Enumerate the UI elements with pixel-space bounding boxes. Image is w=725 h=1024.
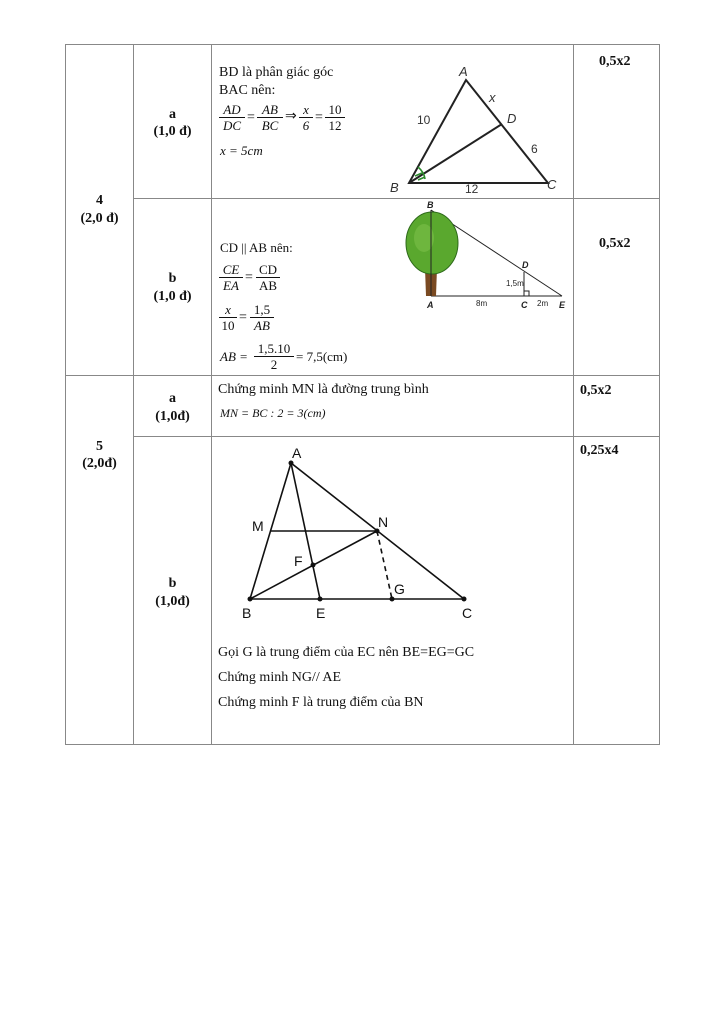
q4a-vertex-b: B (390, 180, 399, 195)
q4b-fraction-ce-ea: $\frac{CE}{EA}$ (219, 262, 243, 293)
q4b-equals-2: = (239, 310, 247, 325)
q5a-label: a (169, 391, 176, 406)
q4b-tree-figure (398, 198, 573, 313)
q5b-point-m: M (252, 518, 264, 534)
q4b-fraction-15-ab: $\frac{1,5}{AB}$ (250, 302, 274, 333)
q4b-line1: CD || AB nên: (220, 240, 293, 255)
q4b-score: 0,5x2 (599, 236, 631, 251)
q4-label: 4 (96, 193, 103, 208)
q4b-ab-lhs: AB = (220, 349, 248, 364)
q4b-points: (1,0 đ) (153, 289, 192, 304)
q4a-side-x: x (489, 90, 496, 105)
q5a-line2: MN = BC : 2 = 3(cm) (220, 406, 326, 420)
q5b-vertex-b: B (242, 605, 252, 621)
q4b-length-ac: 8m (476, 299, 488, 308)
q5b-line2: Chứng minh NG// AE (218, 670, 342, 685)
q4a-points: (1,0 đ) (153, 124, 192, 139)
q4a-vertex-d: D (507, 111, 517, 126)
q5-points: (2,0đ) (82, 456, 117, 471)
q4b-point-c: C (521, 300, 528, 310)
q4a-line1: BD là phân giác góc (219, 65, 334, 80)
q4a-result: x = 5cm (220, 143, 263, 158)
q4b-equals-1: = (245, 270, 253, 285)
q4b-label: b (168, 271, 177, 286)
q4a-triangle-figure (385, 60, 565, 200)
q5b-points: (1,0đ) (155, 594, 190, 609)
q4-points: (2,0 đ) (80, 211, 119, 226)
q4a-vertex-a: A (459, 64, 468, 79)
q5b-line1: Gọi G là trung điểm của EC nên BE=EG=GC (218, 645, 475, 660)
q4a-implies: ⇒ (285, 109, 297, 124)
q4b-fraction-x-10: $\frac{x}{10}$ (219, 302, 237, 333)
q4a-line2: BAC nên: (219, 83, 276, 98)
q5b-point-n: N (378, 514, 389, 530)
q5a-points: (1,0đ) (155, 409, 190, 424)
q4a-equals-2: = (315, 110, 323, 125)
q5b-point-g: G (394, 581, 405, 597)
q4a-fraction-ad-dc: $\frac{AD}{DC}$ (219, 102, 245, 133)
q4b-fraction-result: $\frac{1,5.10}{2}$ (254, 341, 294, 372)
q4a-score: 0,5x2 (599, 54, 631, 69)
q4a-label: a (169, 107, 176, 122)
q5b-point-f: F (294, 553, 303, 569)
q4a-side-bc: 12 (465, 182, 479, 196)
q4a-side-dc: 6 (531, 142, 538, 156)
q4a-vertex-c: C (547, 177, 557, 192)
q4a-equals-1: = (247, 110, 255, 125)
q5b-point-e: E (316, 605, 326, 621)
q4b-point-a: A (427, 300, 434, 310)
q5b-triangle-figure (212, 437, 572, 627)
q4b-ab-rhs: = 7,5(cm) (296, 349, 348, 364)
q4b-point-d: D (522, 260, 529, 270)
q4b-length-cd: 1,5m (506, 279, 524, 288)
q4a-fraction-ab-bc: $\frac{AB}{BC}$ (257, 102, 283, 133)
q4b-fraction-cd-ab: $\frac{CD}{AB}$ (256, 262, 280, 293)
q5a-line1: Chứng minh MN là đường trung bình (218, 382, 429, 397)
q4a-fraction-x-6: $\frac{x}{6}$ (299, 102, 313, 133)
q4a-side-ab: 10 (417, 113, 431, 127)
q4b-length-ce: 2m (537, 299, 549, 308)
q4a-fraction-10-12: $\frac{10}{12}$ (325, 102, 345, 133)
q5b-vertex-a: A (292, 445, 302, 461)
q4b-point-e: E (559, 300, 566, 310)
q5b-line3: Chứng minh F là trung điểm của BN (218, 695, 424, 710)
q5b-label: b (168, 576, 177, 591)
q5a-score: 0,5x2 (580, 383, 612, 398)
q4b-point-b: B (427, 200, 434, 210)
q5-label: 5 (96, 439, 103, 454)
q5b-score: 0,25x4 (580, 443, 619, 458)
q5b-vertex-c: C (462, 605, 473, 621)
